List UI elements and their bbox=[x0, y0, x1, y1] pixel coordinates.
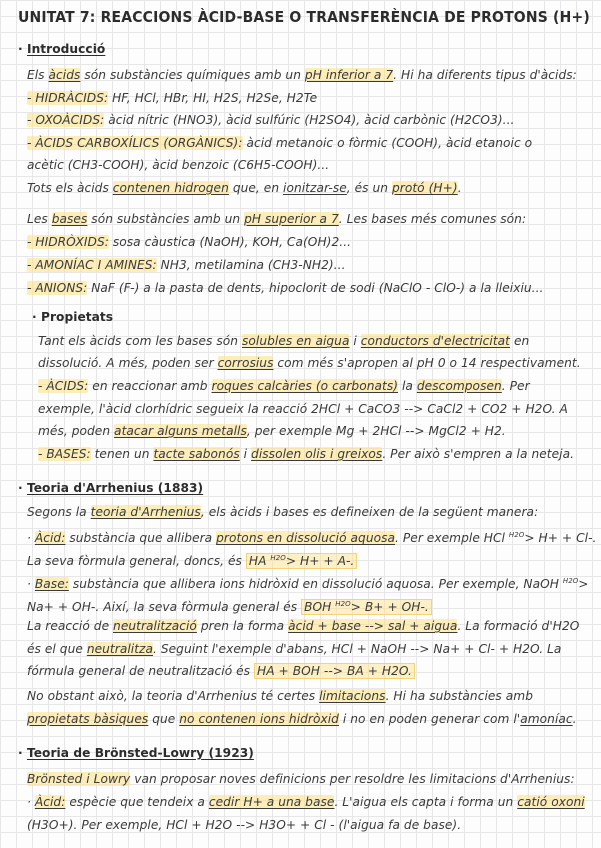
arrhenius-line-10: propietats bàsiques que no contenen ions hidròxid i no en poden generar com l'amoníac. bbox=[27, 712, 577, 726]
intro-line-1: Els àcids són substàncies químiques amb un pH inferior a 7. Hi ha diferents tipus d'àcids: bbox=[27, 68, 577, 82]
intro-line-8: - HIDRÒXIDS: sosa càustica (NaOH), KOH, Ca(OH)2... bbox=[27, 235, 352, 249]
section-heading-propietats: · Propietats bbox=[32, 310, 114, 324]
intro-line-4: - ÀCIDS CARBOXÍLICS (ORGÀNICS): àcid metanoic o fòrmic (COOH), àcid etanoic o bbox=[27, 136, 533, 150]
intro-line-5: acètic (CH3-COOH), àcid benzoic (C6H5-COOH)... bbox=[27, 158, 330, 172]
arrhenius-line-7: és el que neutralitza. Seguint l'exemple d'abans, HCl + NaOH --> Na+ + Cl- + H2O. La bbox=[27, 642, 562, 656]
props-line-4: exemple, l'àcid clorhídric segueix la reacció 2HCl + CaCO3 --> CaCl2 + CO2 + H2O. A bbox=[38, 402, 568, 416]
arrhenius-line-9: No obstant això, la teoria d'Arrhenius té certes limitacions. Hi ha substàncies amb bbox=[27, 689, 533, 703]
bronsted-line-2: · Àcid: espècie que tendeix a cedir H+ a una base. L'aigua els capta i forma un catió oxoni bbox=[27, 795, 585, 809]
props-line-2: dissolució. A més, poden ser corrosius com més s'apropen al pH 0 o 14 respectivament. bbox=[38, 356, 581, 370]
bronsted-line-3: (H3O+). Per exemple, HCl + H2O --> H3O+ + Cl - (l'aigua fa de base). bbox=[27, 818, 462, 832]
intro-line-9: - AMONÍAC I AMINES: NH3, metilamina (CH3-NH2)... bbox=[27, 258, 346, 272]
intro-line-10: - ANIONS: NaF (F-) a la pasta de dents, hipoclorit de sodi (NaClO - ClO-) a la lleixiu... bbox=[27, 281, 544, 295]
bronsted-line-1: Brönsted i Lowry van proposar noves definicions per resoldre les limitacions d'Arrhenius: bbox=[27, 772, 575, 786]
props-line-6: - BASES: tenen un tacte sabonós i dissolen olis i greixos. Per això s'empren a la neteja. bbox=[38, 447, 575, 461]
section-heading-bronsted: · Teoria de Brönsted-Lowry (1923) bbox=[18, 746, 254, 760]
props-line-1: Tant els àcids com les bases són solubles en aigua i conductors d'electricitat en bbox=[38, 334, 530, 348]
arrhenius-line-1: Segons la teoria d'Arrhenius, els àcids i bases es defineixen de la següent manera: bbox=[27, 505, 539, 519]
arrhenius-line-2: · Àcid: substància que allibera protons en dissolució aquosa. Per exemple HCl $^{H2O}$> H+ + Cl-. bbox=[27, 531, 597, 546]
arrhenius-line-3: La seva fòrmula general, doncs, és HA $^{H2O}$> H+ + A-. bbox=[27, 550, 357, 569]
props-line-3: - ÀCIDS: en reaccionar amb roques calcàries (o carbonats) la descomposen. Per bbox=[38, 379, 530, 393]
section-heading-arrhenius: · Teoria d'Arrhenius (1883) bbox=[18, 481, 204, 495]
arrhenius-line-5: Na+ + OH-. Així, la seva fòrmula general és BOH $^{H2O}$> B+ + OH-. bbox=[27, 596, 432, 615]
intro-line-7: Les bases són substàncies amb un pH superior a 7. Les bases més comunes són: bbox=[27, 212, 527, 226]
arrhenius-line-8: fórmula general de neutralització és HA + BOH --> BA + H2O. bbox=[27, 663, 415, 679]
intro-line-2: - HIDRÀCIDS: HF, HCl, HBr, HI, H2S, H2Se, H2Te bbox=[27, 91, 318, 105]
page-title: UNITAT 7: REACCIONS ÀCID-BASE O TRANSFERÈNCIA DE PROTONS (H+) bbox=[18, 8, 590, 26]
arrhenius-line-6: La reacció de neutralització pren la forma àcid + base --> sal + aigua. La formació d'H2O bbox=[27, 619, 580, 633]
intro-line-3: - OXOÀCIDS: àcid nítric (HNO3), àcid sulfúric (H2SO4), àcid carbònic (H2CO3)... bbox=[27, 113, 515, 127]
intro-line-6: Tots els àcids contenen hidrogen que, en ionitzar-se, és un protó (H+). bbox=[27, 181, 462, 195]
props-line-5: més, poden atacar alguns metalls, per exemple Mg + 2HCl --> MgCl2 + H2. bbox=[38, 424, 506, 438]
section-heading-introduccio: · Introducció bbox=[18, 42, 106, 56]
arrhenius-line-4: · Base: substància que allibera ions hidròxid en dissolució aquosa. Per exemple, NaOH $^{H2O}$> bbox=[27, 577, 589, 592]
